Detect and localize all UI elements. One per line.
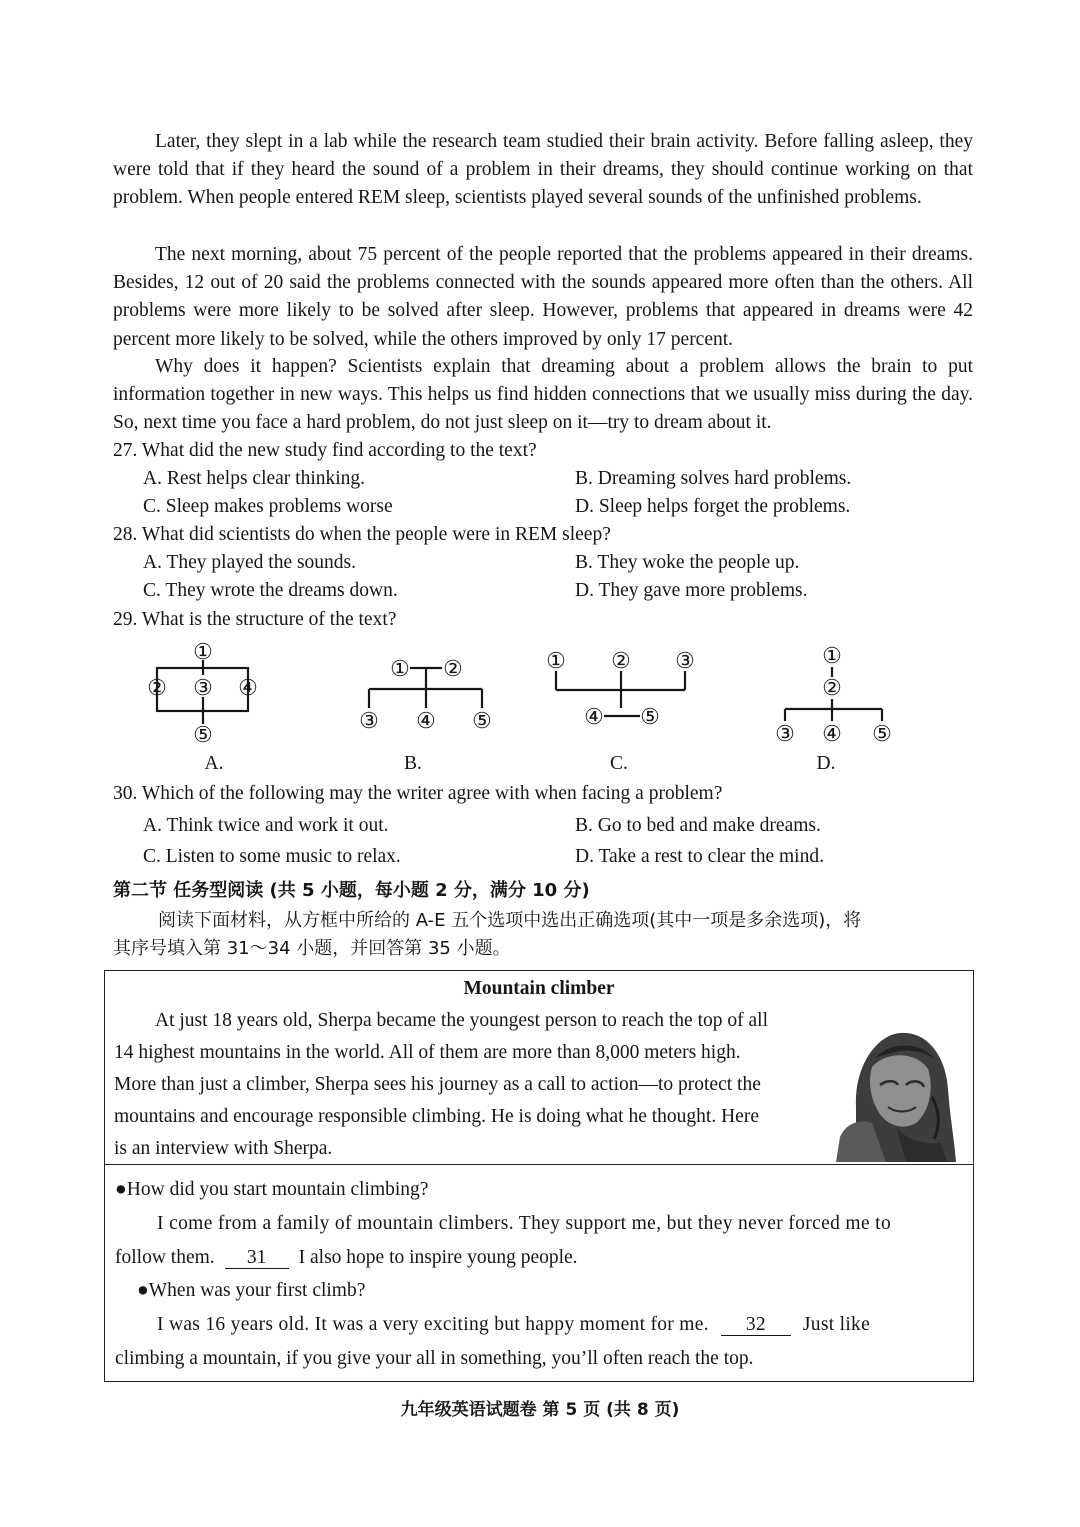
question-27-option-a: A. Rest helps clear thinking. [143,468,366,489]
answer-2-text-before-blank: I was 16 years old. It was a very exciting but happy moment for me. [157,1314,709,1335]
diagram-c-node-4: ④ [584,704,604,729]
page-footer: 九年级英语试题卷 第 5 页 (共 8 页) [400,1400,680,1420]
question-28-option-c: C. They wrote the dreams down. [143,580,398,601]
interview-answer-1-line-1: I come from a family of mountain climbers. They support me, but they never forced me to [157,1213,892,1234]
box-intro-line-3: More than just a climber, Sherpa sees his journey as a call to action—to protect the [114,1074,761,1095]
diagram-label-a: A. [204,753,224,774]
question-27-option-d: D. Sleep helps forget the problems. [575,496,851,517]
question-28-option-a: A. They played the sounds. [143,552,357,573]
diagram-label-d: D. [816,753,836,774]
diagram-label-b: B. [404,753,422,774]
question-28-option-b: B. They woke the people up. [575,552,800,573]
question-28-stem: 28. What did scientists do when the people were in REM sleep? [113,524,611,545]
diagram-b-node-3: ③ [359,708,379,733]
diagram-d-node-1: ① [822,643,842,668]
diagram-b-node-1: ① [390,656,410,681]
question-28-option-d: D. They gave more problems. [575,580,808,601]
diagram-a-node-4: ④ [238,675,258,700]
interview-answer-2-line-2: climbing a mountain, if you give your all in something, you’ll often reach the top. [115,1348,754,1369]
diagram-c-node-1: ① [546,648,566,673]
question-30-option-a: A. Think twice and work it out. [143,815,389,836]
diagram-c-node-2: ② [611,648,631,673]
passage-paragraph-3: Why does it happen? Scientists explain that dreaming about a problem allows the brain to put information together in new ways. This helps us find hidden connections that we usually miss during the day. So, next time you face a hard problem, do not just sleep on it—try to dream about it. [113,356,973,434]
box-intro-line-5: is an interview with Sherpa. [114,1138,333,1159]
box-title: Mountain climber [463,978,615,999]
question-30-option-c: C. Listen to some music to relax. [143,846,401,867]
section-2-heading: 第二节 任务型阅读 (共 5 小题，每小题 2 分，满分 10 分) [113,880,590,901]
diagram-d-node-2: ② [822,675,842,700]
question-29-stem: 29. What is the structure of the text? [113,609,397,630]
diagram-c-node-5: ⑤ [640,704,660,729]
passage-paragraph-2: The next morning, about 75 percent of the people reported that the problems appeared in their dreams. Besides, 12 out of 20 said the problems connected with the sounds appeared more often than the others. All problems were more likely to be solved after sleep. However, problems that appeared in dreams were 42 percent more likely to be solved, while the others improved by only 17 percent. [113,244,973,350]
question-30-option-b: B. Go to bed and make dreams. [575,815,821,836]
blank-31: 31 [225,1247,289,1269]
section-2-instructions-line-2: 其序号填入第 31～34 小题，并回答第 35 小题。 [113,938,511,959]
question-30-stem: 30. Which of the following may the writer agree with when facing a problem? [113,783,723,804]
section-2-instructions-line-1: 阅读下面材料，从方框中所给的 A-E 五个选项中选出正确选项(其中一项是多余选项)，将 [158,910,862,931]
blank-32: 32 [721,1314,791,1336]
question-30-option-d: D. Take a rest to clear the mind. [575,846,824,867]
diagram-a-node-5: ⑤ [193,722,213,747]
question-27-option-c: C. Sleep makes problems worse [143,496,393,517]
passage-paragraph-1: Later, they slept in a lab while the research team studied their brain activity. Before falling asleep, they were told that if they heard the sound of a problem in their dreams, they should continue working on that problem. When people entered REM sleep, scientists played several sounds of the unfinished problems. [113,131,973,209]
answer-1-text-after-blank: I also hope to inspire young people. [298,1247,578,1268]
interview-question-2: ●When was your first climb? [137,1280,366,1301]
box-intro-line-2: 14 highest mountains in the world. All of them are more than 8,000 meters high. [114,1042,741,1063]
diagram-a-node-2: ② [147,675,167,700]
answer-1-text-before-blank: follow them. [115,1247,215,1268]
diagram-a-node-3: ③ [193,675,213,700]
question-27-option-b: B. Dreaming solves hard problems. [575,468,852,489]
diagram-a-node-1: ① [193,639,213,664]
diagram-b-node-2: ② [443,656,463,681]
diagram-label-c: C. [610,753,628,774]
box-intro-line-4: mountains and encourage responsible climbing. He is doing what he thought. Here [114,1106,759,1127]
diagram-d-node-3: ③ [775,721,795,746]
interview-question-1: ●How did you start mountain climbing? [115,1179,429,1200]
box-intro-line-1: At just 18 years old, Sherpa became the youngest person to reach the top of all [155,1010,768,1031]
diagram-d-node-5: ⑤ [872,721,892,746]
diagram-d-node-4: ④ [822,721,842,746]
answer-2-text-after-blank: Just like [802,1314,871,1335]
sherpa-photo [836,1027,956,1162]
interview-answer-2-line-1 [157,1309,870,1341]
question-27-stem: 27. What did the new study find according to the text? [113,440,537,461]
diagram-b-node-4: ④ [416,708,436,733]
diagram-c-node-3: ③ [675,648,695,673]
diagram-b-node-5: ⑤ [472,708,492,733]
interview-answer-1-line-2 [115,1242,578,1274]
